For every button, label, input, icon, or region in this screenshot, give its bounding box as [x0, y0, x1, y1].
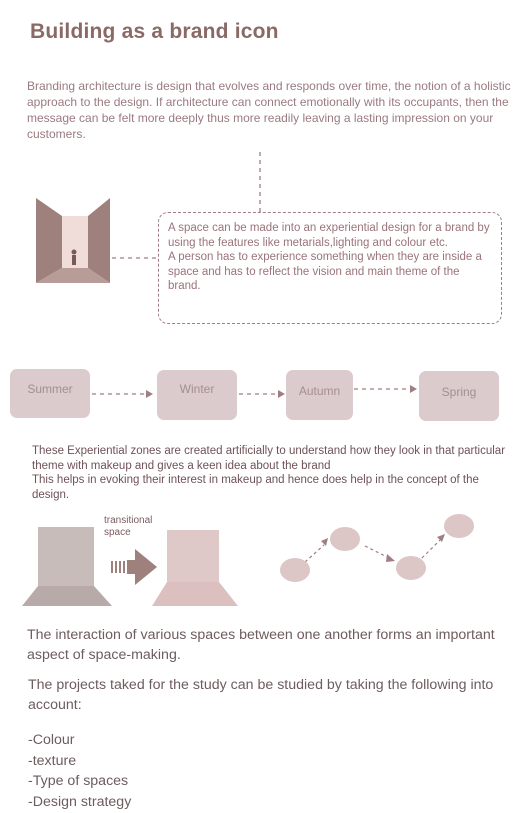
intro-paragraph: Branding architecture is design that evolves and responds over time, the notion of a holistic approach to the design. If architecture can connect emotionally with its occupants, then the message can be felt more deeply thus more readily leaving a lasting impression on your customers.: [27, 79, 511, 141]
experiential-callout: [158, 212, 502, 324]
season-label: Winter: [179, 382, 215, 396]
callout-line-1: A space can be made into an experiential design for a brand by using the features like metarials,lighting and colour etc.: [168, 222, 490, 249]
space-two-illustration: [152, 530, 238, 606]
projects-paragraph: The projects taked for the study can be studied by taking the following into account:: [28, 677, 494, 713]
list-item: -texture: [28, 752, 77, 769]
season-box-summer: [10, 369, 90, 418]
callout-line-2: A person has to experience something when they are inside a space and has to reflect the vision and main theme of the brand.: [168, 251, 482, 292]
list-item: -Design strategy: [28, 793, 132, 810]
season-box-spring: [419, 371, 499, 421]
interaction-paragraph: The interaction of various spaces between one another forms an important aspect of space-making.: [27, 627, 495, 663]
transition-arrow: [111, 549, 157, 585]
season-arrows: [92, 385, 417, 398]
factors-list: [28, 730, 131, 812]
transitional-space-label: transitional space: [104, 515, 153, 538]
season-label: Autumn: [298, 384, 341, 398]
circle-flow: [280, 514, 474, 582]
season-box-winter: [157, 370, 237, 420]
season-label: Summer: [27, 381, 73, 396]
zones-paragraph: [32, 444, 507, 502]
season-box-autumn: [286, 370, 353, 420]
page-title: Building as a brand icon: [30, 20, 279, 43]
space-one-illustration: [22, 527, 112, 606]
room-illustration: [36, 198, 110, 283]
zones-text-1: These Experiential zones are created artificially to understand how they look in that particular theme with makeup and gives a keen idea about the brand: [32, 445, 506, 472]
list-item: -Colour: [28, 732, 75, 748]
season-label: Spring: [441, 385, 477, 399]
zones-text-2: This helps in evoking their interest in makeup and hence does help in the concept of the design.: [32, 474, 479, 501]
list-item: -Type of spaces: [28, 773, 129, 789]
